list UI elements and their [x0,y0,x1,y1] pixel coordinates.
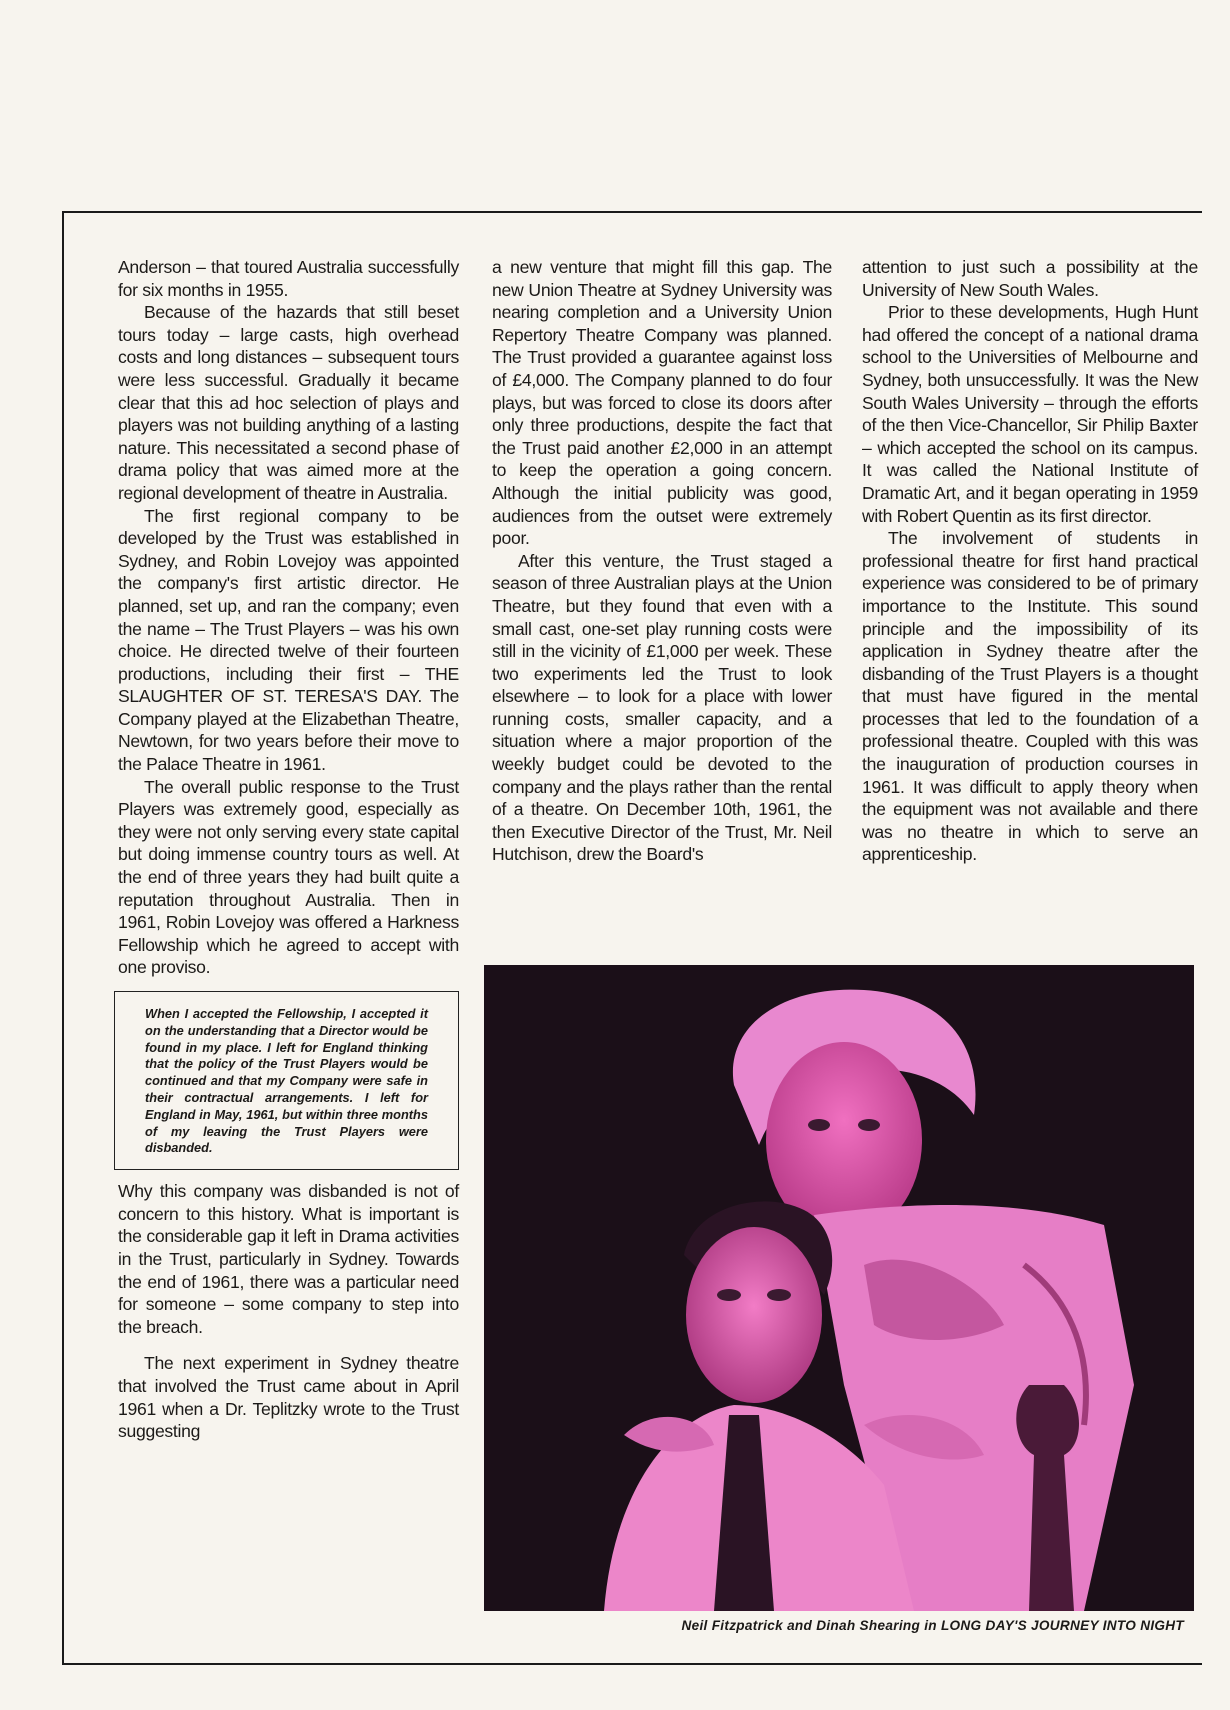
photo-illustration [484,965,1194,1611]
paragraph: The overall public response to the Trust Players was extremely good, especially as they were not only serving every state capital but doing immense country tours as well. At the end of three years they had built quite a reputation throughout Australia. Then in 1961, Robin Lovejoy was offered a Harkness Fellowship which he agreed to accept with one proviso. [118,776,459,978]
paragraph: Because of the hazards that still beset tours today – large casts, high overhead costs and long distances – subsequent tours were less successful. Gradually it became clear that this ad hoc selection of plays and players was not building anything of a lasting nature. This necessitated a second phase of drama policy that was aimed more at the regional development of theatre in Australia. [118,302,459,503]
frame-top-rule [62,211,1202,213]
frame-bottom-rule [62,1663,1202,1665]
paragraph: After this venture, the Trust staged a season of three Australian plays at the Union Theatre, but they found that even with a small cast, one-set play running costs were still in the vicinity of £1,000 per week. These two experiments led the Trust to look elsewhere – to look for a place with lower running costs, smaller capacity, and a situation where a major proportion of the weekly budget could be devoted to the company and the plays rather than the rental of a theatre. On December 10th, 1961, the then Executive Director of the Trust, Mr. Neil Hutchison, drew the Board's [492,550,832,865]
paragraph: attention to just such a possibility at the University of New South Wales. [862,257,1198,300]
text-column-3 [862,256,1198,866]
photo-caption: Neil Fitzpatrick and Dinah Shearing in LONG DAY'S JOURNEY INTO NIGHT [681,1618,1184,1633]
frame-left-rule [62,211,64,1663]
paragraph: Prior to these developments, Hugh Hunt had offered the concept of a national drama school to the Universities of Melbourne and Sydney, both unsuccessfully. It was the New South Wales University – through the efforts of the then Vice-Chancellor, Sir Philip Baxter – which accepted the school on its campus. It was called the National Institute of Dramatic Art, and it began operating in 1959 with Robert Quentin as its first director. [862,302,1198,526]
paragraph: Anderson – that toured Australia successfully for six months in 1955. [118,257,459,300]
paragraph: The involvement of students in professional theatre for first hand practical experience was considered to be of primary importance to the Institute. This sound principle and the impossibility of its application in Sydney theatre after the disbanding of the Trust Players is a thought that must have figured in the mental processes that led to the foundation of a professional theatre. Coupled with this was the inauguration of production courses in 1961. It was difficult to apply theory when the equipment was not available and there was no theatre in which to serve an apprenticeship. [862,528,1198,865]
paragraph: Why this company was disbanded is not of concern to this history. What is important is the considerable gap it left in Drama activities in the Trust, particularly in Sydney. Towards the end of 1961, there was a particular need for someone – some company to step into the breach. [118,1181,459,1337]
text-column-1 [118,256,459,1443]
text-column-2 [492,256,832,866]
paragraph: The next experiment in Sydney theatre that involved the Trust came about in April 1961 when a Dr. Teplitzky wrote to the Trust suggesting [118,1353,459,1442]
paragraph: The first regional company to be developed by the Trust was established in Sydney, and Robin Lovejoy was appointed the company's first artistic director. He planned, set up, and ran the company; even the name – The Trust Players – was his own choice. He directed twelve of their fourteen productions, including their first – THE SLAUGHTER OF ST. TERESA'S DAY. The Company played at the Elizabethan Theatre, Newtown, for two years before their move to the Palace Theatre in 1961. [118,505,459,775]
production-photo [484,965,1194,1611]
paragraph: a new venture that might fill this gap. The new Union Theatre at Sydney University was nearing completion and a University Union Repertory Theatre Company was planned. The Trust provided a guarantee against loss of £4,000. The Company planned to do four plays, but was forced to close its doors after only three productions, despite the fact that the Trust paid another £2,000 in an attempt to keep the operation a going concern. Although the initial publicity was good, audiences from the outset were extremely poor. [492,257,832,549]
pull-quote-box: When I accepted the Fellowship, I accepted it on the understanding that a Director would be found in my place. I left for England thinking that the policy of the Trust Players would be continued and that my Company were safe in their contractual arrangements. I left for England in May, 1961, but within three months of my leaving the Trust Players were disbanded. [114,991,459,1170]
